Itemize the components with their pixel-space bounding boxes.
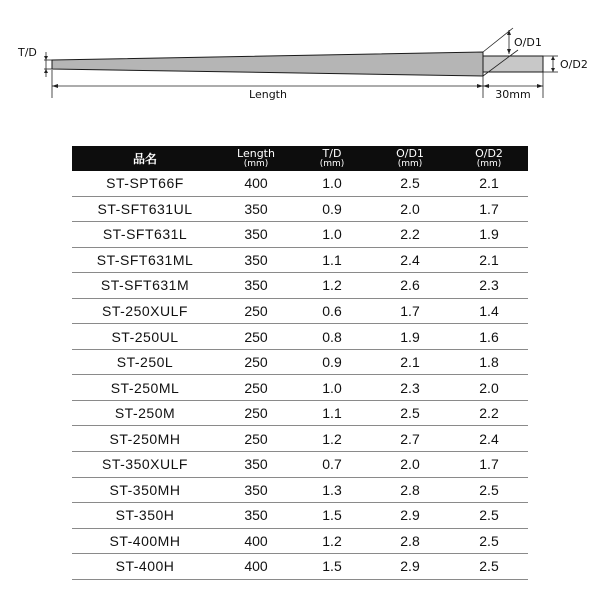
cell-name: ST-SFT631UL [72, 196, 218, 222]
cell-od2: 2.5 [450, 503, 528, 529]
cell-name: ST-SPT66F [72, 171, 218, 196]
cell-name: ST-250MH [72, 426, 218, 452]
cell-od1: 1.7 [370, 298, 450, 324]
cell-length: 250 [218, 298, 294, 324]
tapered-rod [52, 52, 483, 76]
cell-name: ST-SFT631L [72, 222, 218, 248]
od2-label: O/D2 [560, 58, 588, 71]
cell-td: 1.3 [294, 477, 370, 503]
table-row [72, 477, 528, 503]
cell-od1: 2.1 [370, 349, 450, 375]
cell-td: 0.9 [294, 196, 370, 222]
cell-od2: 1.6 [450, 324, 528, 350]
cell-length: 250 [218, 426, 294, 452]
table-row [72, 171, 528, 196]
cell-td: 1.2 [294, 426, 370, 452]
cell-od2: 2.5 [450, 554, 528, 580]
cell-od1: 2.2 [370, 222, 450, 248]
cell-od1: 2.0 [370, 452, 450, 478]
cell-od1: 2.5 [370, 400, 450, 426]
cell-od2: 1.9 [450, 222, 528, 248]
cell-td: 1.2 [294, 273, 370, 299]
header-length: Length (mm) [218, 146, 294, 171]
cell-od1: 2.8 [370, 477, 450, 503]
cell-od2: 2.1 [450, 171, 528, 196]
table-row [72, 375, 528, 401]
table-row [72, 528, 528, 554]
cell-td: 1.0 [294, 375, 370, 401]
cell-td: 1.1 [294, 247, 370, 273]
rod-dimension-diagram [0, 0, 600, 110]
spec-table [72, 146, 528, 580]
cell-length: 350 [218, 222, 294, 248]
cell-od1: 2.0 [370, 196, 450, 222]
cell-od2: 2.4 [450, 426, 528, 452]
od1-label: O/D1 [514, 36, 542, 49]
end-length-label: 30mm [495, 88, 531, 101]
cell-od2: 2.3 [450, 273, 528, 299]
cell-name: ST-250L [72, 349, 218, 375]
cell-od2: 1.7 [450, 196, 528, 222]
cell-od2: 2.5 [450, 528, 528, 554]
table-header-row [72, 146, 528, 171]
cell-od2: 2.2 [450, 400, 528, 426]
cell-od2: 1.8 [450, 349, 528, 375]
cell-od1: 2.7 [370, 426, 450, 452]
cell-name: ST-SFT631ML [72, 247, 218, 273]
cell-od2: 2.1 [450, 247, 528, 273]
cell-name: ST-400H [72, 554, 218, 580]
td-label: T/D [18, 46, 37, 59]
table-row [72, 298, 528, 324]
cell-name: ST-250XULF [72, 298, 218, 324]
cell-length: 350 [218, 477, 294, 503]
cell-od1: 2.6 [370, 273, 450, 299]
table-row [72, 273, 528, 299]
table-row [72, 400, 528, 426]
cell-td: 0.8 [294, 324, 370, 350]
cell-length: 350 [218, 247, 294, 273]
header-od2: O/D2 (mm) [450, 146, 528, 171]
cell-name: ST-350H [72, 503, 218, 529]
cell-td: 1.0 [294, 171, 370, 196]
cell-td: 0.6 [294, 298, 370, 324]
cell-od2: 2.5 [450, 477, 528, 503]
cell-name: ST-250M [72, 400, 218, 426]
table-row [72, 196, 528, 222]
cell-td: 1.0 [294, 222, 370, 248]
cell-od2: 1.7 [450, 452, 528, 478]
table-row [72, 426, 528, 452]
cell-td: 1.1 [294, 400, 370, 426]
cell-length: 350 [218, 452, 294, 478]
cell-name: ST-250ML [72, 375, 218, 401]
cell-length: 250 [218, 400, 294, 426]
cell-length: 250 [218, 349, 294, 375]
cell-length: 350 [218, 273, 294, 299]
cell-od1: 2.4 [370, 247, 450, 273]
cell-od1: 2.9 [370, 503, 450, 529]
table-row [72, 324, 528, 350]
table-row [72, 349, 528, 375]
cell-td: 1.2 [294, 528, 370, 554]
cell-td: 0.7 [294, 452, 370, 478]
cell-td: 0.9 [294, 349, 370, 375]
header-td: T/D (mm) [294, 146, 370, 171]
cell-name: ST-350XULF [72, 452, 218, 478]
cell-name: ST-250UL [72, 324, 218, 350]
cell-length: 250 [218, 324, 294, 350]
header-name: 品名 [72, 146, 218, 171]
cell-length: 400 [218, 528, 294, 554]
cell-length: 400 [218, 554, 294, 580]
cell-od2: 2.0 [450, 375, 528, 401]
table-row [72, 222, 528, 248]
cell-td: 1.5 [294, 503, 370, 529]
header-od1: O/D1 (mm) [370, 146, 450, 171]
cell-name: ST-350MH [72, 477, 218, 503]
cell-length: 350 [218, 503, 294, 529]
cell-name: ST-400MH [72, 528, 218, 554]
cell-od1: 2.3 [370, 375, 450, 401]
cell-od1: 1.9 [370, 324, 450, 350]
cell-length: 250 [218, 375, 294, 401]
cell-od1: 2.8 [370, 528, 450, 554]
cell-length: 400 [218, 171, 294, 196]
length-label: Length [249, 88, 287, 101]
cell-name: ST-SFT631M [72, 273, 218, 299]
cell-length: 350 [218, 196, 294, 222]
table-row [72, 554, 528, 580]
table-row [72, 503, 528, 529]
cell-od1: 2.5 [370, 171, 450, 196]
table-row [72, 247, 528, 273]
cell-od2: 1.4 [450, 298, 528, 324]
table-row [72, 452, 528, 478]
cell-od1: 2.9 [370, 554, 450, 580]
cell-td: 1.5 [294, 554, 370, 580]
